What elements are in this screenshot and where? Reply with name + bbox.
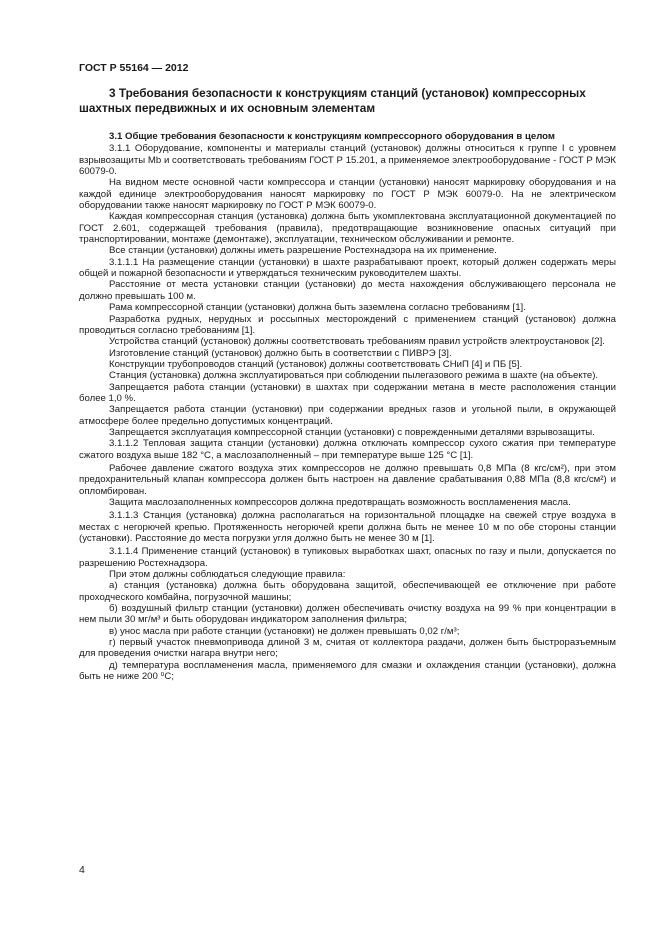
paragraph-distance: Расстояние от места установки станции (установки) до места нахождения обслуживающего персонала не должно превышать 100 м. xyxy=(79,279,616,302)
list-item-g: г) первый участок пневмопривода длиной 3 м, считая от коллектора раздачи, должен быть быстроразъемным для проведения очистки нагара внутри него; xyxy=(79,637,616,660)
paragraph-electrical: Устройства станций (установок) должны соответствовать требованиям правил устройств электроустановок [2]. xyxy=(109,336,605,348)
paragraph-harmful-gases: Запрещается работа станции (установки) при содержании вредных газов и угольной пыли, в окружающей атмосфере более предельно допустимых концентраций. xyxy=(79,404,616,427)
paragraph-grounding: Рама компрессорной станции (установки) должна быть заземлена согласно требованиям [1]. xyxy=(109,302,526,314)
paragraph-3-1-1-2: 3.1.1.2 Тепловая защита станции (установки) должна отключать компрессор сухого сжатия при температуре сжатого воздуха выше 182 °С, а маслозаполненный – при температуре выше 125 °С [1]. xyxy=(79,438,616,461)
page-number: 4 xyxy=(79,864,85,876)
list-item-d: д) температура воспламенения масла, применяемого для смазки и охлаждения станции (установки), должна быть не ниже 200 ⁰С; xyxy=(79,659,616,683)
subsection-title: 3.1 Общие требования безопасности к конструкциям компрессорного оборудования в целом xyxy=(109,131,555,142)
paragraph-3-1-1: 3.1.1 Оборудование, компоненты и материалы станций (установок) должны относиться к группе I с уровнем взрывозащиты Mb и соответствовать требованиям ГОСТ Р 15.201, а применяемое электрооборудование - ГОСТ Р МЭК 60079-0. xyxy=(79,143,616,178)
list-item-b: б) воздушный фильтр станции (установки) должен обеспечивать очистку воздуха на 99 % при концентрации в нем пыли 30 мг/м³ и быть оборудован индикатором заполнения фильтра; xyxy=(79,603,616,626)
paragraph-pipelines: Конструкции трубопроводов станций (установок) должны соответствовать СНиП [4] и ПБ [5]. xyxy=(109,358,523,370)
document-header: ГОСТ Р 55164 — 2012 xyxy=(79,62,189,74)
paragraph-working-pressure: Рабочее давление сжатого воздуха этих компрессоров не должно превышать 0,8 МПа (8 кгс/см²), при этом предохранительный клапан компрессора должен быть настроен на давление срабатывания 0,88 МПа (8,8 кгс/см²) и опломбирован. xyxy=(79,462,616,497)
paragraph-marking: На видном месте основной части компрессора и станции (установки) наносят маркировку оборудования и на каждой единице электрооборудования наносят маркировку по ГОСТ Р МЭК 60079-0. На не электрическом оборудовании также наносят маркировку по ГОСТ Р МЭК 60079-0. xyxy=(79,177,616,212)
paragraph-explosion-protection: Запрещается эксплуатация компрессорной станции (установки) с поврежденными деталями взрывозащиты. xyxy=(109,426,595,438)
paragraph-documentation: Каждая компрессорная станция (установка) должна быть укомплектована эксплуатационной документацией по ГОСТ 2.601, содержащей требования (правила), предотвращающие возникновение опасных ситуаций при транспортировании, монтаже (демонтаже), эксплуатации, техническом обслуживании и ремонте. xyxy=(79,211,616,246)
paragraph-permission: Все станции (установки) должны иметь разрешение Ростехнадзора на их применение. xyxy=(109,245,497,257)
paragraph-rules-intro: При этом должны соблюдаться следующие правила: xyxy=(109,569,346,581)
list-item-a: а) станция (установка) должна быть оборудована защитой, обеспечивающей ее отключение при работе проходческого комбайна, погрузочной машины; xyxy=(79,580,616,603)
paragraph-methane: Запрещается работа станции (установки) в шахтах при содержании метана в месте расположения станции более 1,0 %. xyxy=(79,381,616,404)
paragraph-oil-protection: Защита маслозаполненных компрессоров должна предотвращать возможность воспламенения масла. xyxy=(109,497,571,508)
paragraph-manufacturing: Изготовление станций (установок) должно быть в соответствии с ПИВРЭ [3]. xyxy=(109,347,452,359)
paragraph-dust-gas-regime: Станция (установка) должна эксплуатироваться при соблюдении пылегазового режима в шахте (на объекте). xyxy=(109,370,599,382)
paragraph-mining: Разработка рудных, нерудных и россыпных месторождений с применением станций (установок) должна проводиться согласно требованиям [1]. xyxy=(79,313,616,336)
document-body xyxy=(79,131,616,683)
paragraph-3-1-1-1: 3.1.1.1 На размещение станции (установки) в шахте разрабатывают проект, который должен содержать меры общей и пожарной безопасности и утверждаться техническим руководителем шахты. xyxy=(79,256,616,280)
section-title: 3 Требования безопасности к конструкциям станций (установок) компрессорных шахтных передвижных и их основным элементам xyxy=(79,86,586,115)
paragraph-3-1-1-3: 3.1.1.3 Станция (установка) должна располагаться на горизонтальной площадке на свежей струе воздуха в местах с негорючей крепью. Протяженность негорючей крепи должна быть не менее 10 м по обе стороны станции (установки). Расстояние до места погрузки угля должно быть не менее 30 м [1]. xyxy=(79,510,616,545)
list-item-v: в) унос масла при работе станции (установки) не должен превышать 0,02 г/м³; xyxy=(109,625,460,637)
paragraph-3-1-1-4: 3.1.1.4 Применение станций (установок) в тупиковых выработках шахт, опасных по газу и пыли, допускается по разрешению Ростехнадзора. xyxy=(79,546,616,569)
